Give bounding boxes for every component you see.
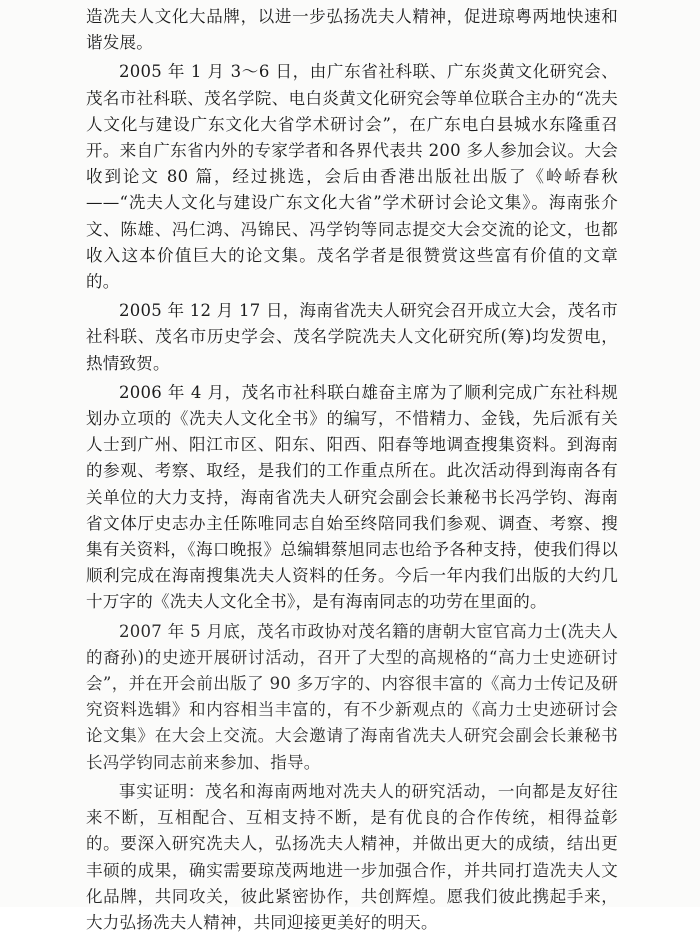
paragraph-2005-hainan-society: 2005 年 12 月 17 日，海南省冼夫人研究会召开成立大会，茂名市社科联、茂名市历史学会、茂名学院冼夫人文化研究所(筹)均发贺电，热情致贺。 — [86, 301, 618, 373]
paragraph-2007-gao-lishi: 2007 年 5 月底，茂名市政协对茂名籍的唐朝大宦官高力士(冼夫人的裔孙)的史迹开展研讨活动，召开了大型的高规格的“高力士史迹研讨会”，并在开会前出版了 90 多万字的、内容很丰富的《高力士传记及研究资料选辑》和内容相当丰富的，有不少新观点的《高力士史迹研讨会论文集》在大会上交流。大会邀请了海南省冼夫人研究会副会长兼秘书长冯学钧同志前来参加、指导。 — [86, 621, 618, 772]
paragraph-conclusion: 事实证明：茂名和海南两地对冼夫人的研究活动，一向都是友好往来不断，互相配合、互相支持不断，是有优良的合作传统，相得益彰的。要深入研究冼夫人，弘扬冼夫人精神，并做出更大的成绩，结出更丰硕的成果，确实需要琼茂两地进一步加强合作，并共同打造冼夫人文化品牌，共同攻关，彼此紧密协作，共创辉煌。愿我们彼此携起手来，大力弘扬冼夫人精神，共同迎接更美好的明天。 — [86, 781, 618, 932]
paragraph-2006-research: 2006 年 4 月，茂名市社科联白雄奋主席为了顺利完成广东社科规划办立项的《冼夫人文化全书》的编写，不惜精力、金钱，先后派有关人士到广州、阳江市区、阳东、阳西、阳春等地调查搜集资料。到海南的参观、考察、取经，是我们的工作重点所在。此次活动得到海南各有关单位的大力支持，海南省冼夫人研究会副会长兼秘书长冯学钧、海南省文体厅史志办主任陈唯同志自始至终陪同我们参观、调查、考察、搜集有关资料，《海口晚报》总编辑蔡旭同志也给予各种支持，使我们得以顺利完成在海南搜集冼夫人资料的任务。今后一年内我们出版的大约几十万字的《冼夫人文化全书》，是有海南同志的功劳在里面的。 — [86, 382, 618, 612]
body-text — [86, 4, 618, 939]
paragraph-2005-conference: 2005 年 1 月 3～6 日，由广东省社科联、广东炎黄文化研究会、茂名市社科联、茂名学院、电白炎黄文化研究会等单位联合主办的“冼夫人文化与建设广东文化大省学术研讨会”，在广东电白县城水东隆重召开。来自广东省内外的专家学者和各界代表共 200 多人参加会议。大会收到论文 80 篇，经过挑选，会后由香港出版社出版了《岭峤春秋——“冼夫人文化与建设广东文化大省”学术研讨会论文集》。海南张介文、陈雄、冯仁鸿、冯锦民、冯学钧等同志提交大会交流的论文，也都收入这本价值巨大的论文集。茂名学者是很赞赏这些富有价值的文章的。 — [86, 62, 618, 292]
paragraph-continuation: 造冼夫人文化大品牌，以进一步弘扬冼夫人精神，促进琼粤两地快速和谐发展。 — [86, 7, 618, 53]
